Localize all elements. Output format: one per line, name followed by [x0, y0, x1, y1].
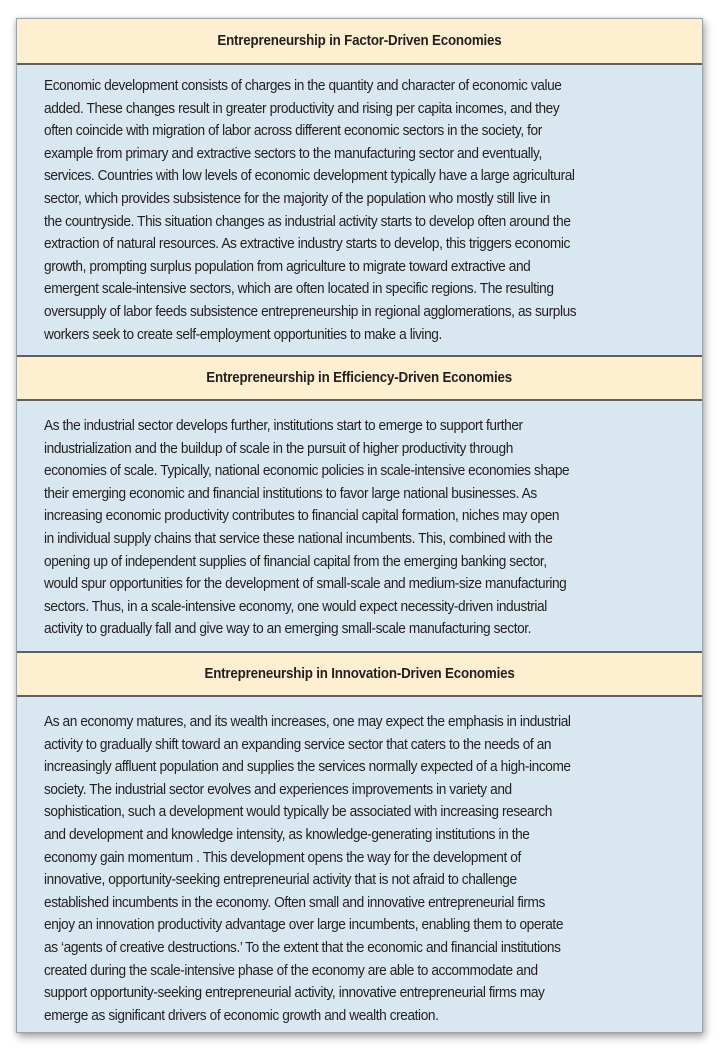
text-line: sector, which provides subsistence for the majority of the population who mostly still live in — [44, 189, 550, 207]
text-line: their emerging economic and financial institutions to favor large national businesses. As — [44, 484, 537, 502]
text-line: innovative, opportunity-seeking entrepreneurial activity that is not afraid to challenge — [44, 871, 517, 889]
text-line: activity to gradually shift toward an expanding service sector that caters to the needs of an — [44, 735, 552, 753]
text-line: economy gain momentum . This development opens the way for the development of — [44, 848, 521, 866]
text-line: emergent scale-intensive sectors, which are often located in specific regions. The resulting — [44, 280, 554, 298]
section-header-efficiency-driven — [17, 355, 702, 401]
text-line: As an economy matures, and its wealth increases, one may expect the emphasis in industrial — [44, 713, 571, 730]
text-line: oversupply of labor feeds subsistence entrepreneurship in regional agglomerations, as surplus — [44, 302, 577, 320]
section-header-factor-driven — [17, 19, 702, 65]
text-line: industrialization and the buildup of scale in the pursuit of higher productivity through — [44, 439, 513, 457]
text-line: the countryside. This situation changes as industrial activity starts to develop often around the — [44, 212, 571, 230]
section-title: Entrepreneurship in Efficiency-Driven Economies — [206, 370, 513, 386]
entrepreneurship-stages-panel — [16, 18, 703, 1033]
text-line: services. Countries with low levels of economic development typically have a large agricultural — [44, 167, 575, 185]
text-line: society. The industrial sector evolves and experiences improvements in variety and — [44, 780, 512, 798]
text-line: increasing economic productivity contributes to financial capital formation, niches may open — [44, 507, 560, 525]
text-line: emerge as significant drivers of economic growth and wealth creation. — [44, 1006, 439, 1024]
text-line: Economic development consists of charges in the quantity and character of economic value — [44, 77, 562, 94]
section-paragraph — [44, 75, 674, 346]
text-line: support opportunity-seeking entrepreneurial activity, innovative entrepreneurial firms may — [44, 984, 545, 1002]
section-header-innovation-driven — [17, 651, 702, 697]
section-body-efficiency-driven — [17, 415, 702, 641]
text-line: added. These changes result in greater productivity and rising per capita incomes, and they — [44, 99, 560, 117]
section-title: Entrepreneurship in Factor-Driven Economies — [217, 33, 502, 49]
text-line: sectors. Thus, in a scale-intensive economy, one would expect necessity-driven industrial — [44, 597, 547, 615]
text-line: workers seek to create self-employment opportunities to make a living. — [44, 325, 442, 343]
section-paragraph — [44, 415, 674, 641]
text-line: in individual supply chains that service these national incumbents. This, combined with the — [44, 529, 553, 547]
text-line: created during the scale-intensive phase of the economy are able to accommodate and — [44, 961, 538, 979]
text-line: increasingly affluent population and supplies the services normally expected of a high-income — [44, 758, 571, 776]
text-line: economies of scale. Typically, national economic policies in scale-intensive economies shape — [44, 462, 570, 480]
text-line: established incumbents in the economy. Often small and innovative entrepreneurial firms — [44, 893, 545, 911]
text-line: extraction of natural resources. As extractive industry starts to develop, this triggers economic — [44, 235, 570, 253]
text-line: would spur opportunities for the development of small-scale and medium-size manufacturing — [44, 575, 567, 593]
text-line: and development and knowledge intensity, as knowledge-generating institutions in the — [44, 825, 530, 843]
section-paragraph — [44, 711, 674, 1027]
section-title: Entrepreneurship in Innovation-Driven Economies — [204, 666, 515, 682]
text-line: opening up of independent supplies of financial capital from the emerging banking sector, — [44, 552, 547, 570]
text-line: sophistication, such a development would typically be associated with increasing research — [44, 803, 552, 821]
text-line: growth, prompting surplus population from agriculture to migrate toward extractive and — [44, 257, 531, 275]
text-line: As the industrial sector develops further, institutions start to emerge to support further — [44, 417, 523, 434]
text-line: activity to gradually fall and give way to an emerging small-scale manufacturing sector. — [44, 620, 532, 638]
section-body-factor-driven — [17, 75, 702, 346]
text-line: often coincide with migration of labor across different economic sectors in the society, for — [44, 122, 542, 140]
text-line: example from primary and extractive sectors to the manufacturing sector and eventually, — [44, 144, 542, 162]
text-line: as ‘agents of creative destructions.’ To the extent that the economic and financial institutions — [44, 938, 561, 956]
text-line: enjoy an innovation productivity advantage over large incumbents, enabling them to operate — [44, 916, 564, 934]
section-body-innovation-driven — [17, 711, 702, 1027]
